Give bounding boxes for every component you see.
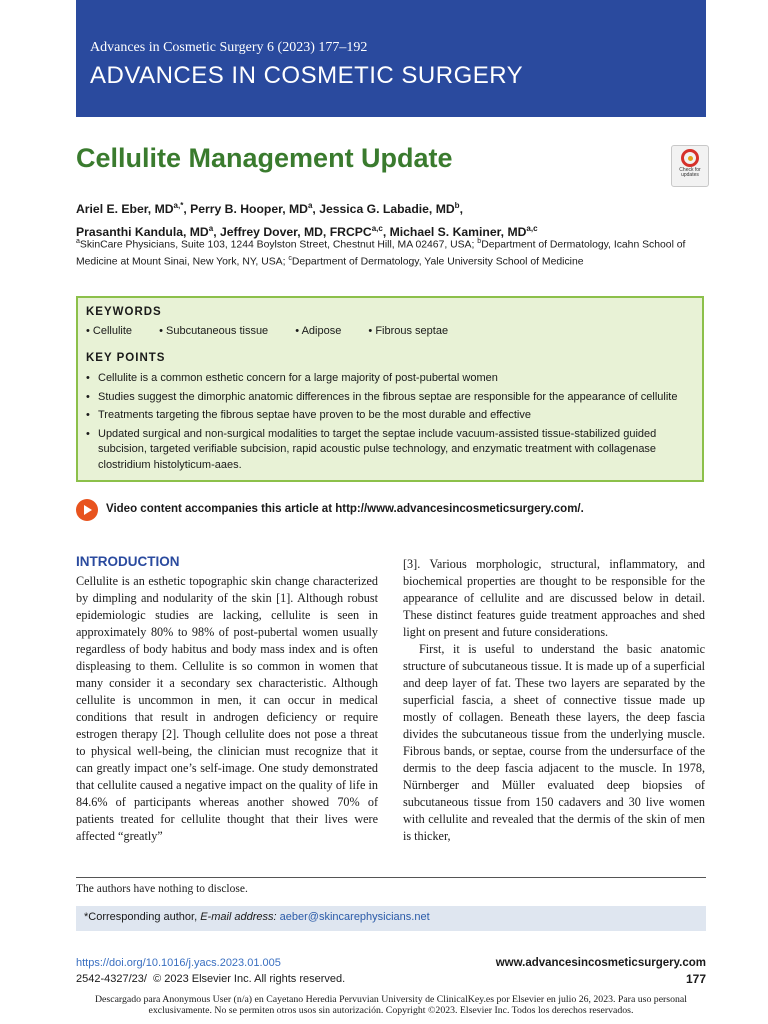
keywords-keypoints-box <box>76 296 704 482</box>
body-paragraph: First, it is useful to understand the basic anatomic structure of subcutaneous tissue. It is made up of a superficial and deep layer of fat. These two layers are separated by the superficial fascia, a sheet of connective tissue made up mostly of collagen. Beneath these layers, the deep fascia divides the subcutaneous tissue from the underlying muscle. Fibrous bands, or septae, course from the undersurface of the dermis to the deep fascia adjacent to the muscle. In 1978, Nürnberger and Müller evaluated deep biopsies of subcutaneous tissue from 150 cadavers and 30 live women with cellulite and revealed that the dermis of the skin of men is thicker, <box>403 642 705 843</box>
author-name: Jeffrey Dover, MD, FRCPC <box>219 225 372 240</box>
keywords-heading: KEYWORDS <box>86 306 162 318</box>
author-affil-mark: a,c <box>371 224 383 234</box>
affiliations: $^a$SkinCare Physicians, Suite 103, 1244 Boylston Street, Chestnut Hill, MA 02467, USA; $^b$Department of Dermatology, Icahn School of Medicine at Mount Sinai, New York, NY, USA; $^c$Department of Dermatology, Yale University School of Medicine <box>76 238 686 268</box>
affiliation-c: Department of Dermatology, Yale University School of Medicine <box>291 256 584 268</box>
check-for-updates-button[interactable] <box>671 145 709 187</box>
keypoint-item: • Studies suggest the dimorphic anatomic differences in the fibrous septae are responsible for the appearance of cellulite <box>86 390 698 406</box>
keypoint-item: • Updated surgical and non-surgical modalities to target the septae include vacuum-assisted tissue-stabilized guided subcision, targeted verifiable subcision, rapid acoustic pulse technology, and enzymatic treatment with collagenase clostridium histolyticum-aaes. <box>86 427 698 474</box>
author-name: Jessica G. Labadie, MD <box>319 202 455 217</box>
page-number: 177 <box>685 972 706 986</box>
issn-copyright: 2542-4327/23/ © 2023 Elsevier Inc. All rights reserved. <box>76 973 346 985</box>
corresponding-author-box <box>76 906 706 931</box>
video-play-icon[interactable] <box>76 499 98 521</box>
author-affil-mark: a <box>307 201 313 210</box>
journal-site-url[interactable]: www.advancesincosmeticsurgery.com <box>495 957 706 969</box>
corr-label: *Corresponding author, <box>84 911 201 923</box>
author-line-1: Ariel E. Eber, $MD^{a,*}$, Perry B. Hooper, $MD^a$, Jessica G. Labadie, $MD^b$, <box>76 201 463 217</box>
journal-title: ADVANCES IN COSMETIC SURGERY <box>90 62 524 89</box>
keyword-item: Subcutaneous tissue <box>166 325 269 337</box>
author-name: Ariel E. Eber, MD <box>76 202 174 217</box>
keywords-list: • Cellulite • Subcutaneous tissue • Adipose • Fibrous septae <box>86 325 449 337</box>
journal-header-banner <box>76 0 706 117</box>
author-name: Michael S. Kaminer, MD <box>389 225 527 240</box>
section-heading-introduction: INTRODUCTION <box>76 554 180 569</box>
article-title: Cellulite Management Update <box>76 143 453 173</box>
body-column-left <box>76 573 378 845</box>
affiliation-b: Department of Dermatology, Icahn School of Medicine at Mount Sinai, New York, NY, USA; <box>76 239 686 268</box>
corr-email-link[interactable]: aeber@skincarephysicians.net <box>279 911 430 923</box>
download-notice: Descargado para Anonymous User (n/a) en Cayetano Heredia Pervuvian University de ClinicalKey.es por Elsevier en julio 26, 2023. Para uso personal exclusivamente. No se permiten otros usos sin autorización. Copyright ©2023. Elsevier Inc. Todos los derechos reservados. <box>94 994 687 1016</box>
author-affil-mark: a <box>208 224 214 234</box>
body-column-right <box>403 556 705 845</box>
disclosure-statement: The authors have nothing to disclose. <box>76 883 248 895</box>
author-name: Prasanthi Kandula, MD <box>76 225 209 240</box>
footnote-divider <box>76 877 706 878</box>
doi-link[interactable]: https://doi.org/10.1016/j.yacs.2023.01.005 <box>76 957 281 969</box>
keypoint-item: • Cellulite is a common esthetic concern for a large majority of post-pubertal women <box>86 371 698 387</box>
author-line-2: Prasanthi Kandula, $MD^a$, Jeffrey Dover, MD, FRCPC$^{a,c}$, Michael S. Kaminer, MD$^{a,c}$ <box>76 224 538 240</box>
affiliation-a: SkinCare Physicians, Suite 103, 1244 Boylston Street, Chestnut Hill, MA 02467, USA; <box>79 239 475 251</box>
body-paragraph: [3]. Various morphologic, structural, inflammatory, and biochemical properties are thought to be responsible for the appearance of cellulite and are discussed below in detail. These distinct features guide treatment approaches and shed light on present and future considerations. <box>403 557 705 639</box>
keypoint-item: • Treatments targeting the fibrous septae have proven to be the most durable and effective <box>86 408 698 424</box>
keyword-item: Fibrous septae <box>375 325 449 337</box>
keypoints-heading: KEY POINTS <box>86 352 166 364</box>
author-name: Perry B. Hooper, MD <box>190 202 308 217</box>
corr-email-label: E-mail address: <box>200 911 277 923</box>
author-affil-mark: a,* <box>173 201 184 210</box>
check-updates-label: Check for updates <box>679 167 701 178</box>
video-content-note[interactable]: Video content accompanies this article at http://www.advancesincosmeticsurgery.com/. <box>106 503 584 515</box>
keyword-item: Adipose <box>301 325 342 337</box>
keypoints-list <box>86 371 698 476</box>
body-paragraph: Cellulite is an esthetic topographic skin change characterized by dimpling and nodularity of the skin [1]. Although robust epidemiologic studies are lacking, cellulite is seen in approximately 80% to 98% of post-pubertal women usually regardless of body habitus and body mass index and is often displeasing to them. Cellulite is so common in women that many consider it a secondary sex characteristic. Although cellulite is uncommon in men, it can occur in medical conditions that result in androgen deficiency or require estrogen therapy [2]. Though cellulite does not pose a threat to physical well-being, the clinician must recognize that it can greatly impact one’s self-image. One study demonstrated that cellulite caused a negative impact on the quality of life in 84.6% of participants whereas another showed 70% of patients treated for cellulite thought that their lives were affected “greatly” <box>76 574 378 843</box>
author-affil-mark: b <box>454 201 460 210</box>
keyword-item: Cellulite <box>92 325 133 337</box>
author-affil-mark: a,c <box>526 224 538 234</box>
check-updates-icon <box>681 149 699 167</box>
journal-citation: Advances in Cosmetic Surgery 6 (2023) 177–192 <box>90 40 368 55</box>
